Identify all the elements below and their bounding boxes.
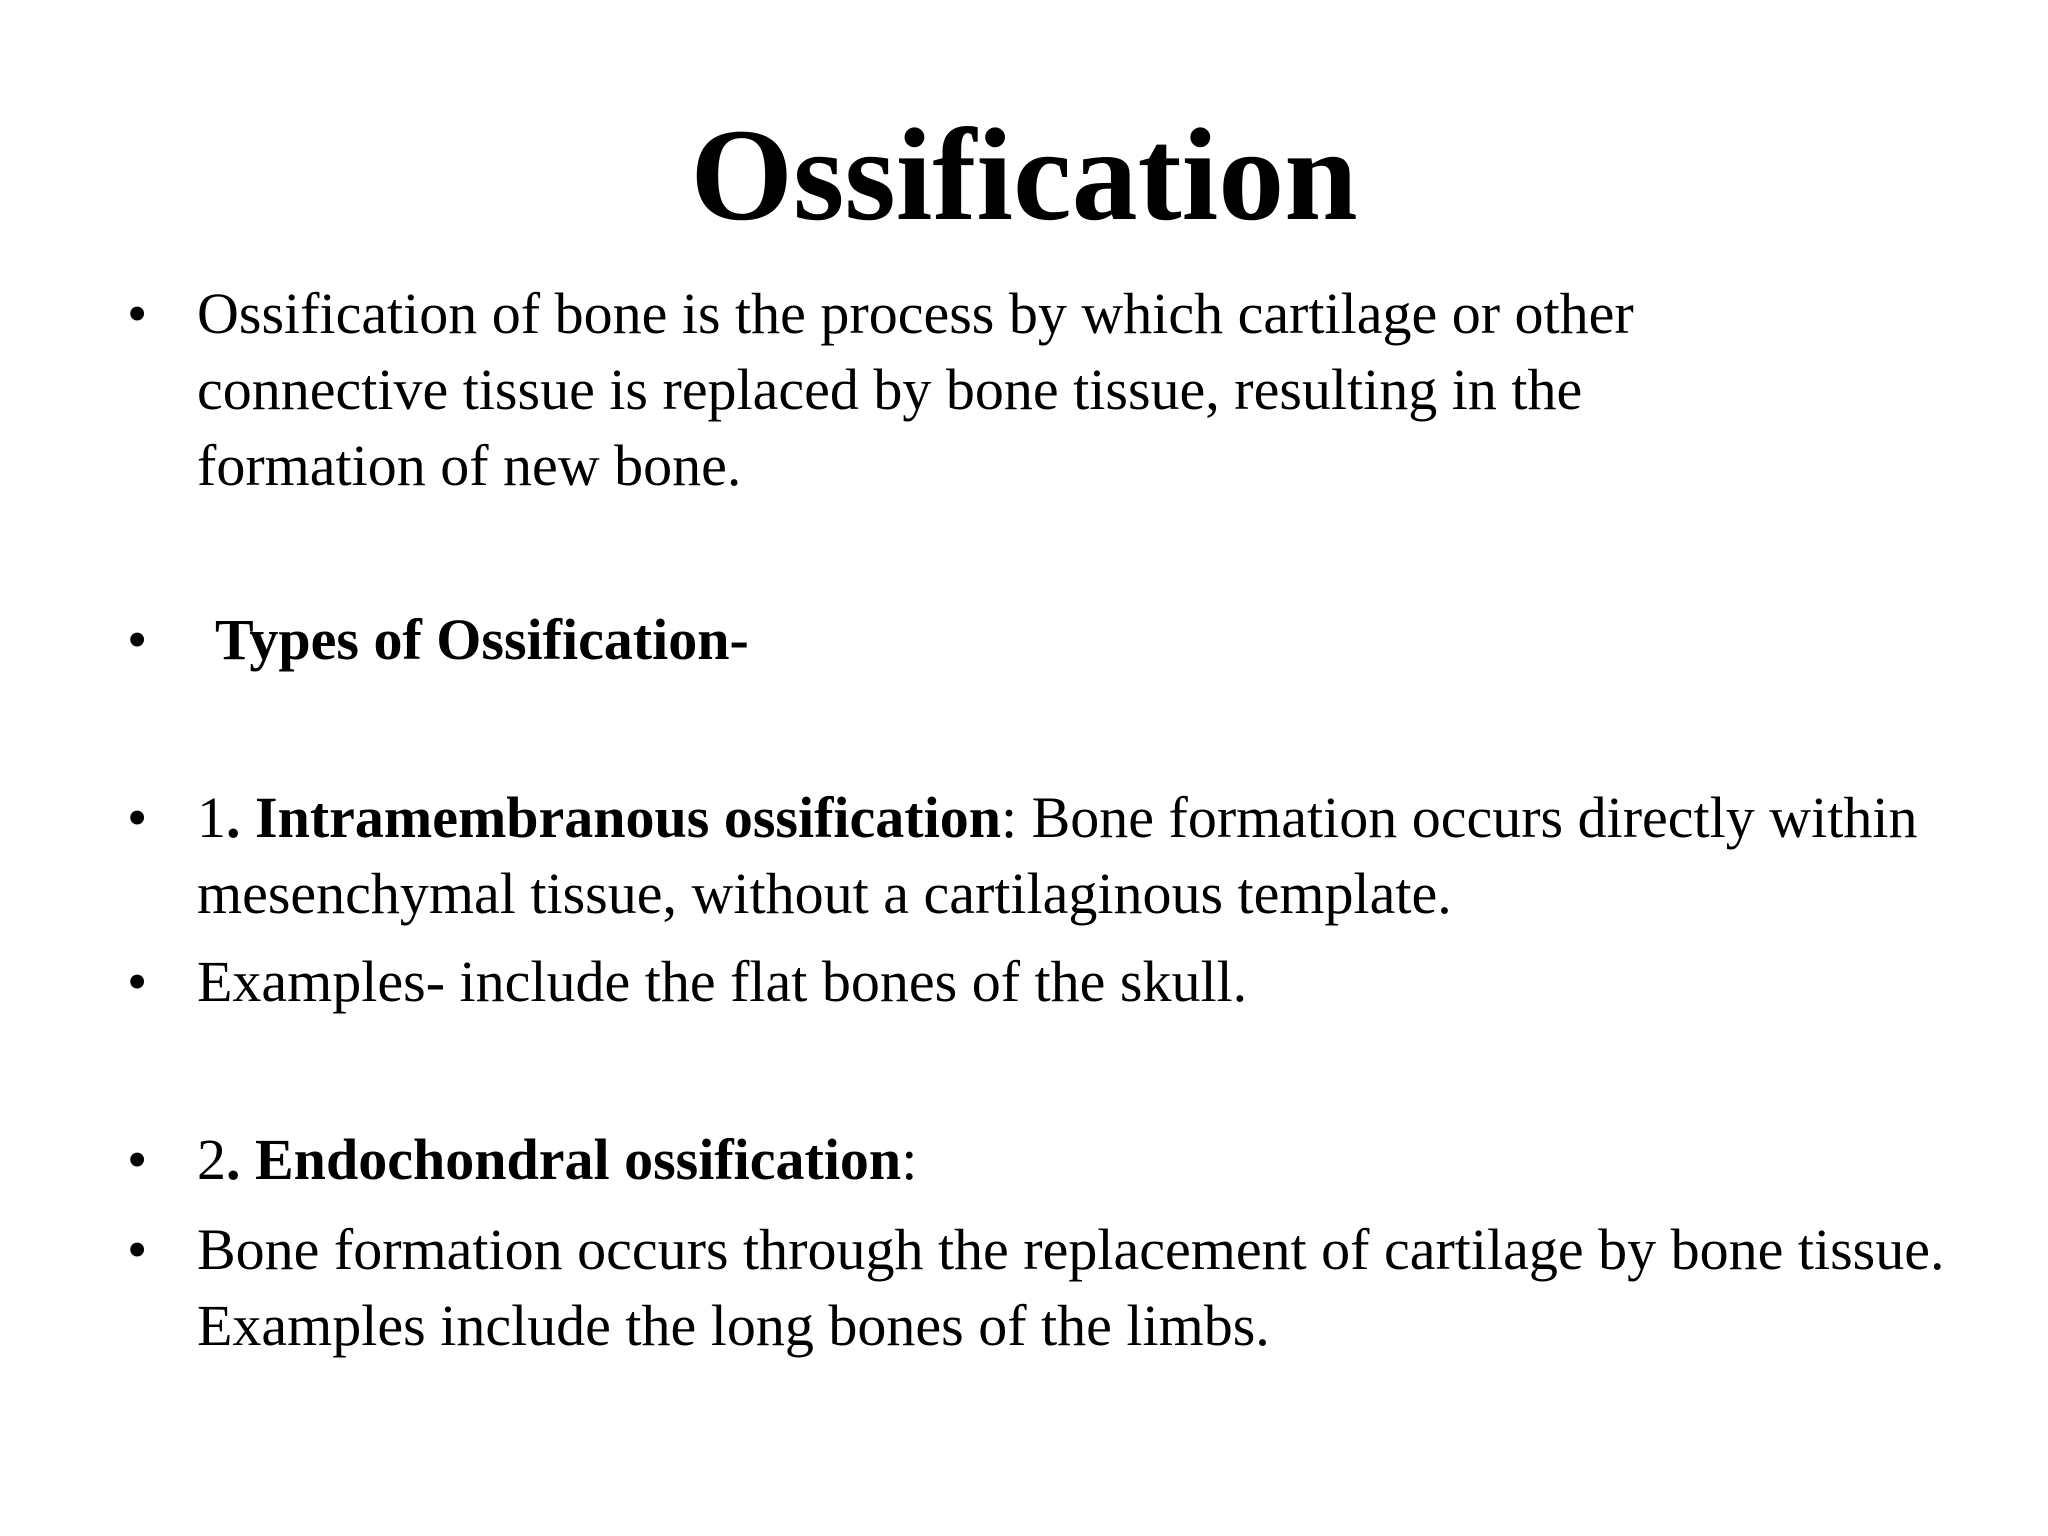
endochondral-number: 2 <box>197 1127 226 1192</box>
endochondral-description-text: Bone formation occurs through the replacement of cartilage by bone tissue. Examples include the long bones of the limbs. <box>197 1217 1945 1358</box>
types-heading-text: Types of Ossification- <box>215 607 749 672</box>
bullet-intramembranous-examples <box>127 944 1977 1020</box>
bullet-types-heading <box>127 602 1977 678</box>
bullet-definition <box>127 276 1817 504</box>
bullet-marker: • <box>127 1127 148 1192</box>
bullet-endochondral-description <box>127 1212 1977 1364</box>
bullet-intramembranous <box>127 780 1957 932</box>
slide-title: Ossification <box>690 101 1358 248</box>
intramembranous-description: : Bone formation occurs directly within mesenchymal tissue, without a cartilaginous template. <box>197 785 1918 926</box>
endochondral-colon: : <box>901 1127 918 1192</box>
intramembranous-term: . Intramembranous ossification <box>226 785 1001 850</box>
bullet-marker: • <box>127 785 148 850</box>
endochondral-term: . Endochondral ossification <box>226 1127 902 1192</box>
bullet-endochondral <box>127 1122 1977 1198</box>
intramembranous-examples-text: Examples- include the flat bones of the skull. <box>197 949 1248 1014</box>
bullet-marker: • <box>127 607 148 672</box>
intramembranous-number: 1 <box>197 785 226 850</box>
bullet-marker: • <box>127 1217 148 1282</box>
bullet-definition-text: Ossification of bone is the process by which cartilage or other connective tissue is replaced by bone tissue, resulting in the formation of new bone. <box>197 281 1634 498</box>
bullet-marker: • <box>127 949 148 1014</box>
bullet-marker: • <box>127 281 148 346</box>
